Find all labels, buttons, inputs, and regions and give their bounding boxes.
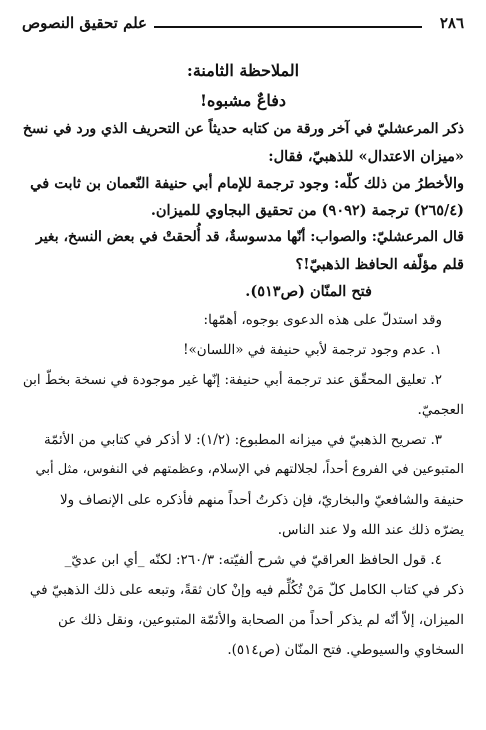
text-line: العجميّ. bbox=[417, 402, 464, 418]
text-line: حنيفة والشافعيّ والبخاريّ، فإن ذكرتُ أحداً منهم فأذكره على الإنصاف ولا bbox=[59, 492, 464, 508]
text-line: (٢٦٥/٤) ترجمة (٩٠٩٢) من تحقيق البجاوي للميزان. bbox=[150, 202, 464, 219]
text-line: ذكر المرعشليّ في آخر ورقة من كتابه حديثاً عن التحريف الذي ورد في نسخ bbox=[22, 121, 464, 137]
text-line: قال المرعشليّ: والصواب: أنّها مدسوسةٌ، قد أُلحقتْ في بعض النسخ، بغير bbox=[35, 229, 464, 245]
list-item: ٤. قول الحافظ العراقيّ في شرح ألفيّته: ٢٦٠/٣: لكنّه _أي ابن عديّ_ bbox=[64, 552, 442, 568]
text-line: ذكر في كتاب الكامل كلّ مَنْ تُكُلِّم فيه وإنْ كان ثقةً، وتبعه على ذلك الذهبيّ في bbox=[29, 582, 464, 598]
text-line: «ميزان الاعتدال» للذهبيّ، فقال: bbox=[268, 148, 464, 165]
page-body bbox=[22, 56, 464, 665]
text-line: يضرّه ذلك عند الله ولا عند الناس. bbox=[277, 522, 464, 538]
list-item: ٣. تصريح الذهبيّ في ميزانه المطبوع: (١/٢): لا أذكر في كتابي من الأئمّة bbox=[43, 432, 442, 448]
text-line: الميزان، إلاّ أنّه لم يذكر أحداً من الصحابة والأئمّة المتبوعين، ونقل ذلك عن bbox=[57, 612, 464, 628]
text-line: السخاوي والسيوطي. فتح المنّان (ص٥١٤). bbox=[227, 642, 464, 658]
text-line: والأخطرُ من ذلك كلّه: وجود ترجمة للإمام أبي حنيفة النّعمان بن ثابت في bbox=[30, 175, 464, 192]
header-rule bbox=[154, 26, 422, 28]
list-item: ١. عدم وجود ترجمة لأبي حنيفة في «اللسان»! bbox=[183, 342, 442, 358]
running-title: علم تحقيق النصوص bbox=[22, 14, 147, 32]
list-item: ٢. تعليق المحقّق عند ترجمة أبي حنيفة: إنّها غير موجودة في نسخة بخطّ ابن bbox=[22, 372, 442, 388]
section-subheading: دفاعٌ مشبوه! bbox=[199, 91, 287, 110]
text-line: وقد استدلّ على هذه الدعوى بوجوه، أهمّها: bbox=[203, 312, 442, 328]
text-line: المتبوعين في الفروع أحداً، لجلالتهم في الإسلام، وعظمتهم في النفوس، مثل أبي bbox=[35, 462, 464, 477]
section-heading: الملاحظة الثامنة: bbox=[186, 61, 300, 80]
page-header bbox=[22, 14, 464, 38]
page-number: ٢٨٦ bbox=[439, 14, 464, 32]
text-line: قلم مؤلّفه الحافظ الذهبيّ!؟ bbox=[295, 256, 464, 273]
citation: فتح المنّان (ص٥١٣). bbox=[245, 283, 372, 300]
